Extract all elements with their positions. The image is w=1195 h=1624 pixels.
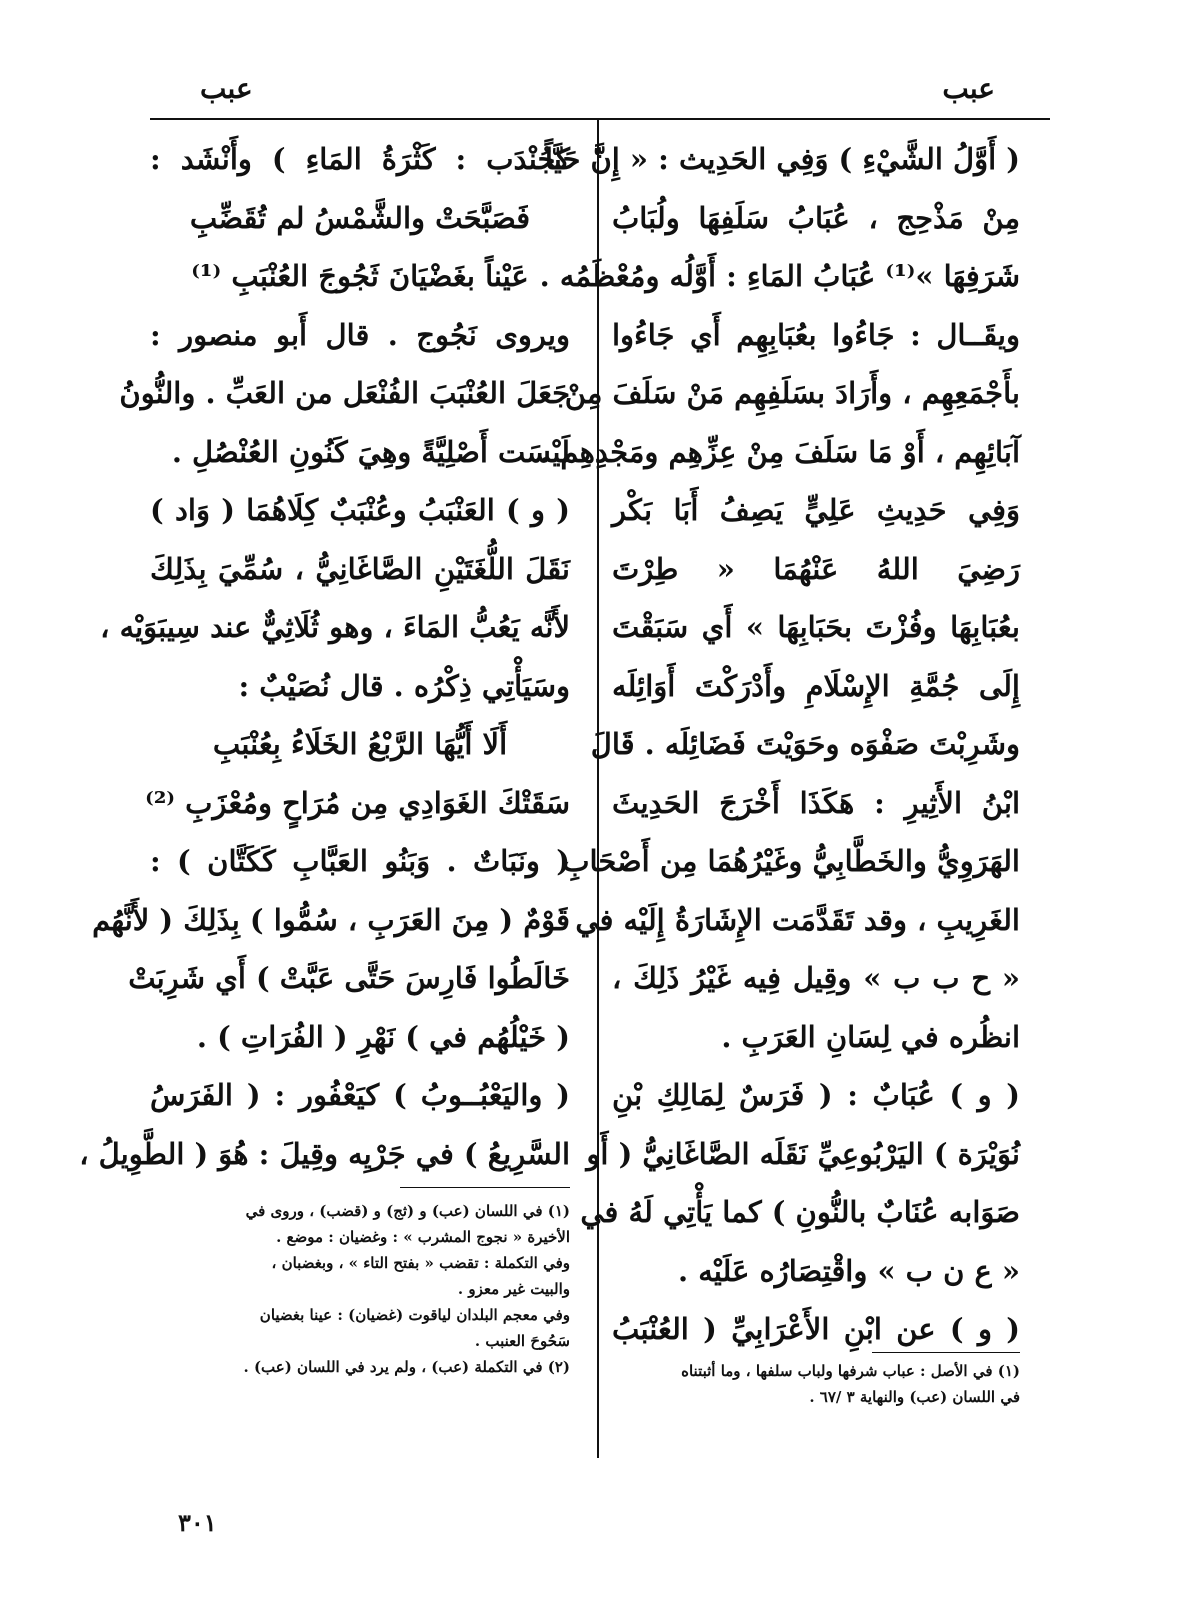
text-line: وَفِي حَدِيثِ عَلِيٍّ يَصِفُ أَبَا بَكْر (612, 493, 1020, 527)
footnote-line: (١) في الأصل : عباب شرفها ولباب سلفها ، وما أثبتناه (681, 1362, 1020, 1380)
text-line: ( أَوَّلُ الشَّيْءِ ) وَفِي الحَدِيث : « إِنَّ حَيَّاً (544, 142, 1020, 176)
running-header-right: عبب (942, 72, 995, 105)
text-line: وشَرِبْتَ صَفْوَه وحَوَيْتَ فَضَائِلَه . قَالَ (590, 727, 1020, 761)
footnote-line: (١) في اللسان (عب) و (ثج) و (قضب) ، وروى في (245, 1202, 570, 1220)
text-line: نَقَلَ اللُّغَتَيْنِ الصَّاغَانِيُّ ، سُمِّيَ بِذَلِكَ (150, 551, 570, 586)
text-line: إِلَى جُمَّةِ الإِسْلَامِ وأَدْرَكْتَ أَوَائِلَه (612, 668, 1020, 703)
text-line: ( و ) العَنْبَبُ وعُنْبَبٌ كِلَاهُمَا ( وَاد ) (150, 493, 570, 527)
text-line: بأَجْمَعِهِم ، وأَرَادَ بسَلَفِهِم مَنْ سَلَفَ مِنْ (564, 376, 1020, 410)
text-line: « ع ن ب » واقْتِصَارُه عَلَيْه . (678, 1253, 1020, 1288)
text-line: نُوَيْرَة ) اليَرْبُوعِيِّ نَقَلَه الصَّاغَانِيُّ ( أَو (586, 1136, 1020, 1171)
text-line: ( ونَبَاتٌ . وَبَنُو العَبَّابِ كَكَتَّان ) : (150, 844, 570, 878)
text-line: ابْنُ الأَثِيرِ : هَكَذَا أَخْرَجَ الحَدِيثَ (612, 785, 1020, 820)
text-line: بعُبَابِهَا وفُزْتَ بحَبَابِهَا » أَي سَبَقْتَ (612, 610, 1020, 644)
footnote-rule-left (400, 1187, 570, 1188)
right-column (539, 130, 1020, 1359)
text-line: ( و ) عن ابْنِ الأَعْرَابِيِّ ( العُنْبَبُ (612, 1312, 1020, 1346)
running-header-left: عبب (200, 72, 253, 105)
text-line: شَرَفِهَا »⁽¹⁾ عُبَابُ المَاءِ : أَوَّلُه ومُعْظَمُه . (539, 259, 1020, 293)
text-line: انظُره في لِسَانِ العَرَبِ . (721, 1019, 1020, 1054)
text-line: لأَنَّه يَعُبُّ المَاءَ ، وهو ثُلَاثِيٌّ عند سِيبَوَيْه ، (100, 610, 570, 644)
text-line: ويروى نَجُوج . قال أَبو منصور : (150, 317, 570, 352)
footnotes-right (612, 1358, 1020, 1410)
text-line: صَوَابه عُنَابٌ بالنُّونِ ) كما يَأْتِي لَهُ في (580, 1195, 1020, 1229)
text-line: السَّرِيعُ ) في جَرْيِه وقِيلَ : هُوَ ( الطَّوِيلُ ، (79, 1136, 570, 1171)
text-line: ( واليَعْبُــوبُ ) كيَعْفُور : ( الفَرَسُ (150, 1078, 570, 1112)
footnote-line: الأخيرة « نجوج المشرب » : وغضيان : موضع . (276, 1228, 570, 1246)
verse-line: أَلَا أَيُّهَا الرَّبْعُ الخَلَاءُ بِعُنْبَبِ (212, 727, 508, 761)
footnote-line: والبيت غير معزو . (457, 1280, 570, 1298)
left-column (79, 130, 570, 1183)
text-line: ويقَــال : جَاءُوا بعُبَابِهِم أَي جَاءُوا (612, 317, 1020, 352)
footnote-line: (٢) في التكملة (عب) ، ولم يرد في اللسان (عب) . (243, 1358, 570, 1376)
verse-line: سَقَتْكَ الغَوَادِي مِن مُرَاحٍ ومُعْزَبِ ⁽²⁾ (145, 785, 570, 820)
footnote-rule-right (872, 1352, 1020, 1353)
verse-line: عَيْناً بغَضْيَانَ ثَجُوجَ العُنْبَبِ ⁽¹⁾ (191, 259, 529, 293)
text-line: جَعَلَ العُنْبَبَ الفُنْعَل من العَبِّ . والنُّونُ (119, 376, 570, 410)
text-line: الغَرِيبِ ، وقد تَقَدَّمَت الإِشَارَةُ إِلَيْه في (575, 902, 1020, 937)
footnote-line: وفي التكملة : تقضب « بفتح التاء » ، وبغضبان ، (271, 1254, 570, 1272)
text-line: خَالَطُوا فَارِسَ حَتَّى عَبَّتْ ) أَي شَرِبَتْ (128, 961, 570, 995)
footnotes-left (150, 1198, 570, 1380)
text-line: كجُنْدَب : كَثْرَةُ المَاءِ ) وأَنْشَد : (150, 142, 570, 176)
text-line: ( خَيْلُهُم في ) نَهْرِ ( الفُرَاتِ ) . (196, 1019, 570, 1054)
header-rule (150, 118, 1050, 120)
text-line: رَضِيَ اللهُ عَنْهُمَا « طِرْتَ (612, 551, 1020, 586)
footnote-line: في اللسان (عب) والنهاية ٣ /٦٧ . (809, 1388, 1020, 1406)
footnote-line: سَحُوحَ العنبب . (474, 1332, 570, 1350)
text-line: ( و ) عُبَابٌ : ( فَرَسٌ لِمَالِكِ بْنِ (612, 1078, 1020, 1112)
page-number: ٣٠١ (178, 1508, 217, 1537)
text-line: « ح ب ب » وقِيل فِيه غَيْرُ ذَلِكَ ، (612, 961, 1020, 995)
verse-line: فَصَبَّحَتْ والشَّمْسُ لم تُقَضِّبِ (189, 200, 531, 235)
column-divider (597, 118, 599, 1458)
text-line: مِنْ مَذْحِج ، عُبَابُ سَلَفِهَا ولُبَابُ (612, 200, 1020, 235)
text-line: وسَيَأْتِي ذِكْرُه . قال نُصَيْبٌ : (238, 668, 570, 703)
text-line: لَيْسَت أَصْلِيَّةً وهِيَ كَنُونِ العُنْصُلِ . (171, 434, 570, 469)
footnote-line: وفي معجم البلدان لياقوت (غضيان) : عينا بغضيان (259, 1306, 570, 1324)
text-line: قَوْمٌ ( مِنَ العَرَبِ ، سُمُّوا ) بِذَلِكَ ( لأَنَّهُم (92, 902, 570, 937)
text-line: آبَائِهِم ، أَوْ مَا سَلَفَ مِنْ عِزِّهِم ومَجْدِهِم . (540, 434, 1020, 469)
text-line: الهَرَوِيُّ والخَطَّابِيُّ وغَيْرُهُمَا مِن أَصْحَابِ (562, 844, 1020, 878)
